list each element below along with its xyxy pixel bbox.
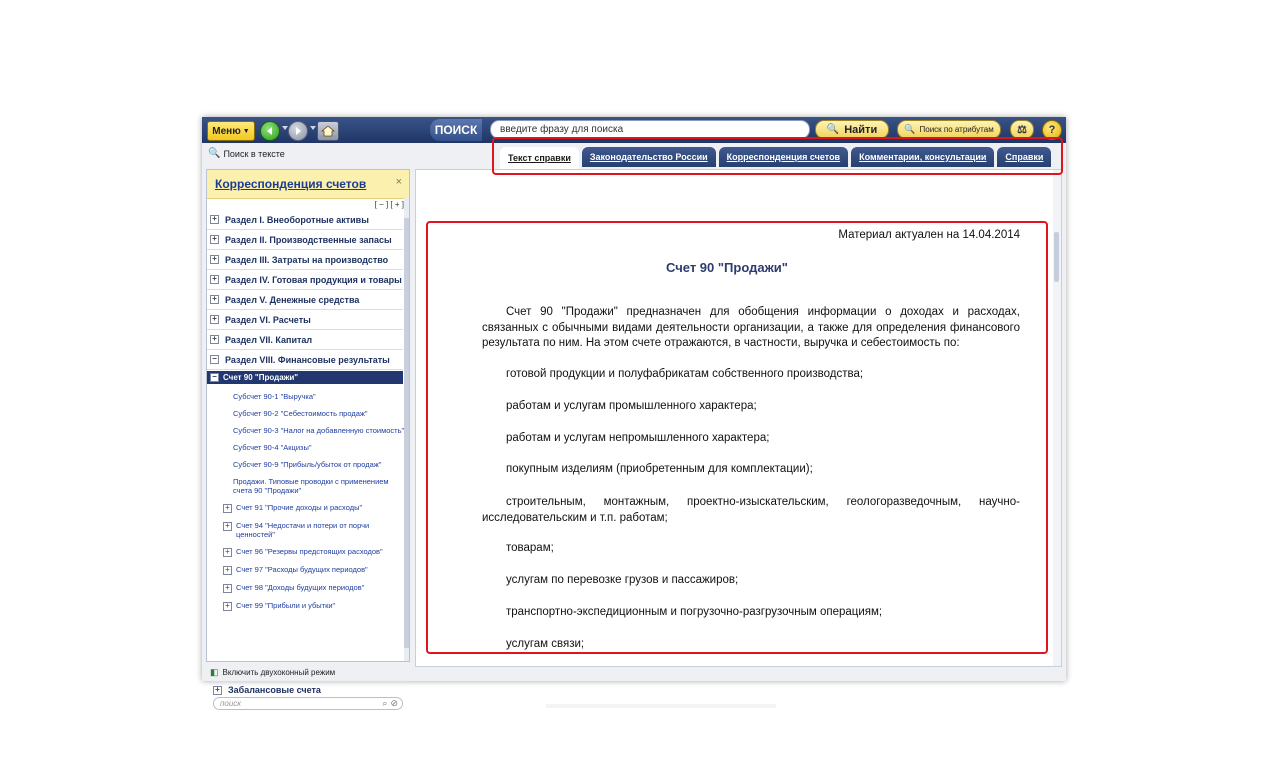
tree-section[interactable]: [207, 250, 403, 270]
scrollbar-thumb[interactable]: [404, 218, 409, 648]
document-scrollbar[interactable]: [1053, 170, 1061, 666]
tree-section[interactable]: [207, 270, 403, 290]
forward-history-icon[interactable]: [310, 126, 316, 130]
expand-icon[interactable]: +: [223, 566, 232, 575]
doc-intro: Счет 90 "Продажи" предназначен для обобщения информации о доходах и расходах, связанных с обычными видами деятельности организации, а также для определения финансового результата по ним. На этом счете отражаются, в частности, выручка и себестоимость по:: [482, 306, 1020, 349]
divider: [546, 704, 776, 708]
tree-section[interactable]: [207, 330, 403, 350]
doc-date: Материал актуален на 14.04.2014: [838, 229, 1020, 241]
expand-icon[interactable]: +: [223, 522, 232, 531]
arrow-right-icon: [293, 126, 303, 136]
section-label: Раздел II. Производственные запасы: [225, 234, 392, 245]
doc-list-item: работам и услугам промышленного характера;: [506, 400, 757, 412]
expand-icon[interactable]: +: [223, 548, 232, 557]
tab-references[interactable]: Справки: [997, 147, 1051, 167]
doc-list-item: товарам;: [506, 542, 554, 554]
account-tree: [207, 210, 403, 611]
panel-title[interactable]: Корреспонденция счетов: [215, 177, 367, 191]
doc-list-item: готовой продукции и полуфабрикатам собственного производства;: [506, 368, 864, 380]
back-button[interactable]: [260, 121, 280, 141]
tab-text[interactable]: Текст справки: [500, 147, 579, 169]
expand-icon[interactable]: +: [223, 602, 232, 611]
expand-icon[interactable]: +: [213, 686, 222, 695]
menu-button[interactable]: [207, 121, 255, 141]
tree-section[interactable]: [207, 310, 403, 330]
section-label: Раздел IV. Готовая продукция и товары: [225, 274, 402, 285]
expand-icon[interactable]: +: [210, 235, 219, 244]
account-label: Счет 94 "Недостачи и потери от порчи ценностей": [236, 521, 370, 539]
tree-item-selected[interactable]: [207, 371, 403, 384]
tab-legislation[interactable]: Законодательство России: [582, 147, 716, 167]
expand-collapse-controls[interactable]: [ − ] [ + ]: [374, 200, 404, 209]
tree-account[interactable]: [207, 565, 403, 575]
doc-list-item: услугам связи;: [506, 638, 585, 650]
panel-scrollbar[interactable]: [404, 198, 409, 661]
search-icon: 🔍: [904, 124, 916, 134]
account-label: Счет 98 "Доходы будущих периодов": [236, 583, 365, 592]
expand-icon[interactable]: +: [210, 315, 219, 324]
tab-correspondence[interactable]: Корреспонденция счетов: [719, 147, 848, 167]
magnifier-icon: 🔍: [208, 148, 221, 159]
doc-list-item: покупным изделиям (приобретенным для комплектации);: [506, 463, 813, 475]
forward-button[interactable]: [288, 121, 308, 141]
arrow-left-icon: [265, 126, 275, 136]
expand-icon[interactable]: +: [210, 335, 219, 344]
text-search-label: Поиск в тексте: [223, 148, 285, 159]
tree-section[interactable]: [207, 230, 403, 250]
expand-icon[interactable]: +: [210, 215, 219, 224]
doc-list-item: строительным, монтажным, проектно-изыскательским, геологоразведочным, научно-исследовательским и т.п. работам;: [482, 496, 1020, 524]
doc-list-item: транспортно-экспедиционным и погрузочно-разгрузочным операциям;: [506, 606, 883, 618]
expand-icon[interactable]: +: [210, 295, 219, 304]
search-section-label: ПОИСК: [430, 119, 482, 141]
section-label: Раздел VI. Расчеты: [225, 314, 311, 325]
two-window-toggle[interactable]: [210, 667, 335, 678]
section-label: Раздел VIII. Финансовые результаты: [225, 354, 390, 365]
home-icon: [321, 125, 335, 137]
content-highlight-frame: [426, 221, 1048, 654]
account-label: Счет 99 "Прибыли и убытки": [236, 601, 336, 610]
account-label: Счет 96 "Резервы предстоящих расходов": [236, 547, 383, 556]
account-label: Счет 97 "Расходы будущих периодов": [236, 565, 368, 574]
scrollbar-thumb[interactable]: [1054, 232, 1059, 282]
tree-subitem[interactable]: Продажи. Типовые проводки с применением счета 90 "Продажи": [233, 477, 389, 495]
expand-icon[interactable]: +: [210, 275, 219, 284]
two-window-icon: ◧: [210, 667, 219, 677]
close-icon[interactable]: ×: [395, 176, 402, 188]
tree-account[interactable]: [207, 521, 403, 539]
tree-subitem[interactable]: Субсчет 90-9 "Прибыль/убыток от продаж": [233, 460, 382, 469]
tree-account[interactable]: [207, 583, 403, 593]
scales-icon: ⚖: [1017, 124, 1027, 136]
find-label: Найти: [844, 123, 878, 136]
tree-subitem[interactable]: Субсчет 90-3 "Налог на добавленную стоимость": [233, 426, 405, 435]
home-button[interactable]: [317, 121, 339, 141]
selected-label: Счет 90 "Продажи": [223, 373, 299, 382]
help-icon: ?: [1048, 124, 1056, 136]
section-label: Раздел III. Затраты на производство: [225, 254, 389, 265]
expand-icon[interactable]: +: [210, 255, 219, 264]
collapse-icon[interactable]: −: [210, 355, 219, 364]
tree-section-expanded[interactable]: [207, 350, 403, 370]
panel-search-placeholder: поиск: [220, 699, 242, 708]
attribute-search-label: Поиск по атрибутам: [919, 125, 994, 134]
tree-section-offbalance[interactable]: [211, 681, 409, 698]
search-icon: 🔍: [826, 124, 840, 135]
panel-search-input[interactable]: [213, 697, 403, 710]
tabs-highlight-frame: [492, 137, 1063, 175]
clear-icon[interactable]: ⊘: [390, 698, 398, 708]
tree-subitem[interactable]: Субсчет 90-4 "Акцизы": [233, 443, 312, 452]
panel-search-icons: [382, 698, 398, 709]
expand-icon[interactable]: +: [223, 504, 232, 513]
doc-list-item: услугам по перевозке грузов и пассажиров;: [506, 574, 739, 586]
section-label: Раздел I. Внеоборотные активы: [225, 214, 369, 225]
section-label: Раздел V. Денежные средства: [225, 294, 360, 305]
text-search-link[interactable]: [208, 148, 285, 159]
tree-subitem[interactable]: Субсчет 90-1 "Выручка": [233, 392, 316, 401]
tree-subitem[interactable]: Субсчет 90-2 "Себестоимость продаж": [233, 409, 368, 418]
tab-comments[interactable]: Комментарии, консультации: [851, 147, 994, 167]
collapse-icon[interactable]: −: [210, 373, 219, 382]
tree-account[interactable]: [207, 601, 403, 611]
tree-account[interactable]: [207, 503, 403, 513]
account-label: Счет 91 "Прочие доходы и расходы": [236, 503, 363, 512]
tree-account[interactable]: [207, 547, 403, 557]
tree-section[interactable]: [207, 290, 403, 310]
tree-section[interactable]: [207, 210, 403, 230]
expand-icon[interactable]: +: [223, 584, 232, 593]
menu-label: Меню: [212, 125, 241, 137]
doc-title: Счет 90 "Продажи": [666, 260, 788, 275]
doc-list-item: работам и услугам непромышленного характера;: [506, 432, 770, 444]
chevron-down-icon: ▼: [242, 127, 250, 135]
two-window-label: Включить двухоконный режим: [222, 668, 336, 677]
search-input[interactable]: введите фразу для поиска: [490, 120, 810, 139]
section-label: Забалансовые счета: [228, 685, 321, 695]
panel-header: [207, 170, 409, 199]
search-icon[interactable]: ⌕: [382, 698, 388, 708]
section-label: Раздел VII. Капитал: [225, 334, 313, 345]
